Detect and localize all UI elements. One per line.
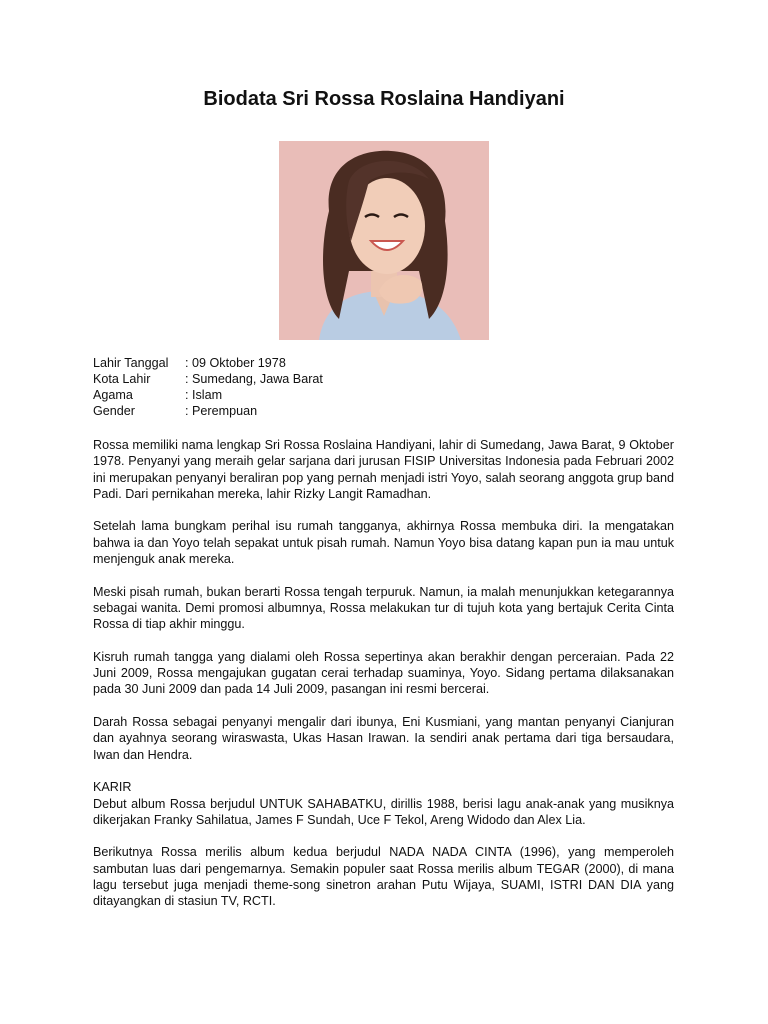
paragraph-separation: Setelah lama bungkam perihal isu rumah tangganya, akhirnya Rossa membuka diri. Ia mengatakan bahwa ia dan Yoyo telah sepakat untuk pisah rumah. Namun Yoyo bisa datang kapan pun ia mau untuk menjenguk anak mereka.	[93, 519, 674, 567]
fact-value: : 09 Oktober 1978	[185, 356, 286, 370]
document-body	[93, 437, 674, 926]
paragraph-debut-album: Debut album Rossa berjudul UNTUK SAHABATKU, dirillis 1988, berisi lagu anak-anak yang musiknya dikerjakan Franky Sahilatua, James F Sundah, Uce F Tekol, Areng Widodo dan Alex Lia.	[93, 796, 674, 827]
fact-row-birth-date	[93, 355, 323, 371]
fact-row-birth-city	[93, 371, 323, 387]
page-title: Biodata Sri Rossa Roslaina Handiyani	[203, 88, 565, 110]
fact-label: Kota Lahir	[93, 372, 151, 386]
fact-label: Lahir Tanggal	[93, 356, 169, 370]
fact-table	[93, 355, 323, 419]
paragraph-divorce: Kisruh rumah tangga yang dialami oleh Rossa sepertinya akan berakhir dengan perceraian. Pada 22 Juni 2009, Rossa mengajukan gugatan cerai terhadap suaminya, Yoyo. Sidang pertama dilaksanakan pada 30 Juni 2009 dan pada 14 Juli 2009, pasangan ini resmi bercerai.	[93, 649, 674, 697]
fact-row-religion	[93, 387, 323, 403]
fact-label: Agama	[93, 388, 133, 402]
fact-value: : Islam	[185, 388, 223, 402]
paragraph-second-album: Berikutnya Rossa merilis album kedua berjudul NADA NADA CINTA (1996), yang memperoleh sambutan luas dari pengemarnya. Semakin populer saat Rossa merilis album TEGAR (2000), di mana lagu tersebut juga menjadi theme-song sinetron arahan Putu Wijaya, SUAMI, ISTRI DAN DIA yang ditayangkan di stasiun TV, RCTI.	[93, 845, 674, 909]
fact-row-gender	[93, 403, 323, 419]
fact-value: : Perempuan	[185, 404, 258, 418]
paragraph-tour: Meski pisah rumah, bukan berarti Rossa tengah terpuruk. Namun, ia malah menunjukkan ketegarannya sebagai wanita. Demi promosi albumnya, Rossa melakukan tur di tujuh kota yang bertajuk Cerita Cinta Rossa di tiap akhir minggu.	[93, 584, 674, 632]
paragraph-family: Darah Rossa sebagai penyanyi mengalir dari ibunya, Eni Kusmiani, yang mantan penyanyi Cianjuran dan ayahnya seorang wiraswasta, Ukas Hasan Irawan. Ia sendiri anak pertama dari tiga bersaudara, Iwan dan Hendra.	[93, 715, 674, 762]
portrait-photo	[279, 141, 489, 340]
section-heading-karir: KARIR	[93, 780, 132, 795]
fact-value: : Sumedang, Jawa Barat	[185, 372, 323, 386]
fact-label: Gender	[93, 404, 136, 418]
paragraph-biography: Rossa memiliki nama lengkap Sri Rossa Roslaina Handiyani, lahir di Sumedang, Jawa Barat, 9 Oktober 1978. Penyanyi yang meraih gelar sarjana dari jurusan FISIP Universitas Indonesia pada Februari 2002 ini merupakan penyanyi beraliran pop yang pernah menjadi istri Yoyo, salah seorang anggota grup band Padi. Dari pernikahan mereka, lahir Rizky Langit Ramadhan.	[93, 438, 674, 501]
